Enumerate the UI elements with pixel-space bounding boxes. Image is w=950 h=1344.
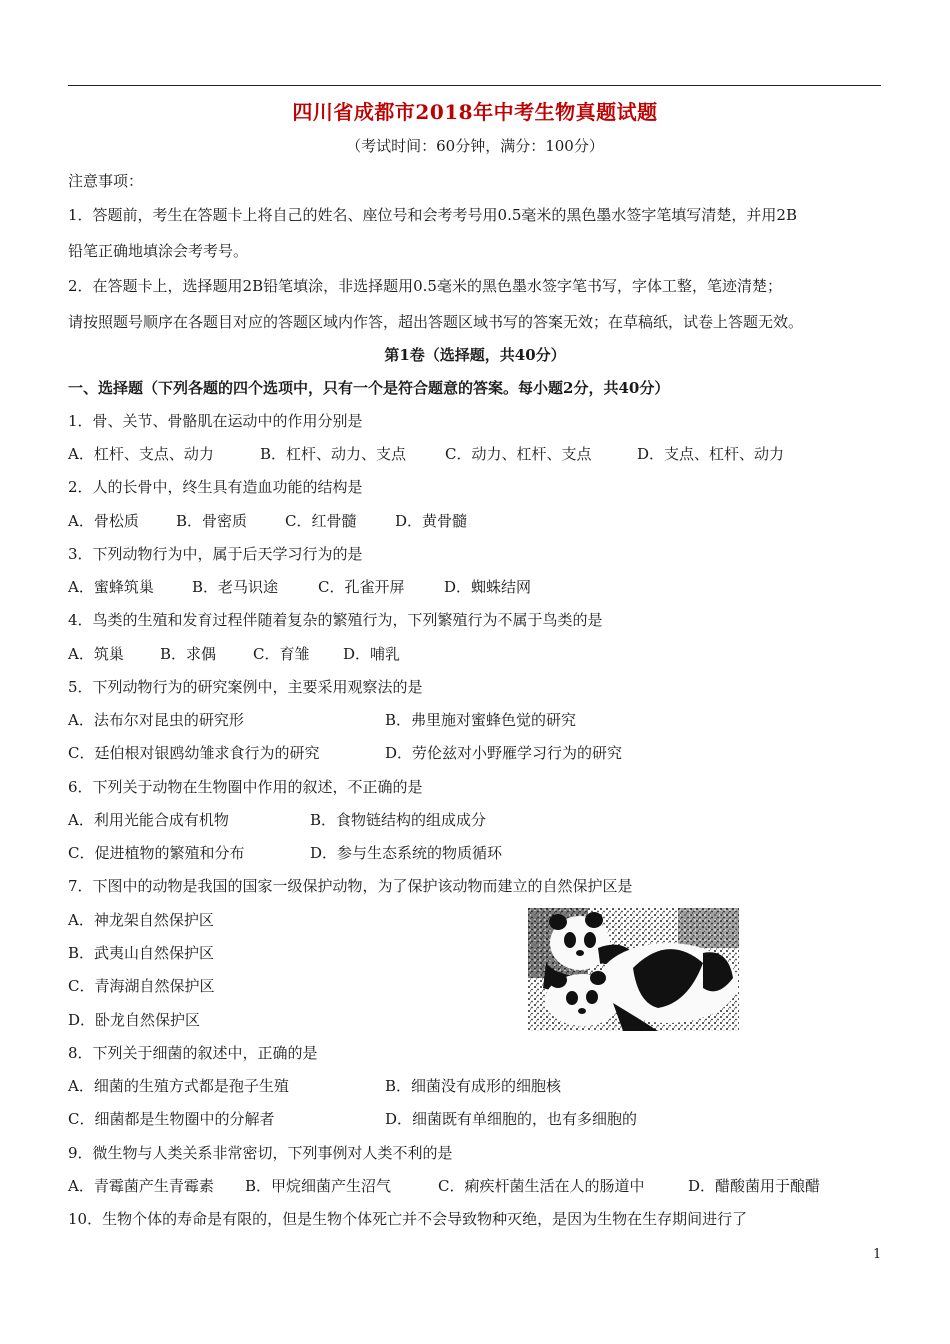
question-5-stem: 5．下列动物行为的研究案例中，主要采用观察法的是 bbox=[68, 678, 423, 696]
option-a: A．利用光能合成有机物 bbox=[68, 811, 229, 829]
question-3-options bbox=[68, 577, 531, 597]
question-2-stem: 2．人的长骨中，终生具有造血功能的结构是 bbox=[68, 478, 363, 496]
option-b: B．甲烷细菌产生沼气 bbox=[245, 1177, 392, 1195]
option-a: A．法布尔对昆虫的研究形 bbox=[68, 711, 244, 729]
exam-info: （考试时间：60分钟，满分：100分） bbox=[346, 137, 604, 155]
option-a: A．蜜蜂筑巢 bbox=[68, 578, 154, 596]
option-d: D．蜘蛛结网 bbox=[444, 578, 532, 596]
option-c: C．促进植物的繁殖和分布 bbox=[68, 844, 245, 862]
option-c: C．青海湖自然保护区 bbox=[68, 977, 215, 995]
question-6-options-row-2 bbox=[68, 843, 502, 863]
part-title: 一、选择题（下列各题的四个选项中，只有一个是符合题意的答案。每小题2分，共40分） bbox=[68, 379, 670, 397]
option-a: A．细菌的生殖方式都是孢子生殖 bbox=[68, 1077, 289, 1095]
option-d: D．参与生态系统的物质循环 bbox=[310, 844, 503, 862]
section-title: 第1卷（选择题，共40分） bbox=[384, 346, 566, 364]
header-rule bbox=[68, 85, 881, 86]
page-title: 四川省成都市2018年中考生物真题试题 bbox=[292, 100, 658, 124]
question-4-options bbox=[68, 644, 400, 664]
question-6-stem: 6．下列关于动物在生物圈中作用的叙述，不正确的是 bbox=[68, 778, 423, 796]
notice-item-2-cont: 请按照题号顺序在各题目对应的答题区域内作答，超出答题区域书写的答案无效；在草稿纸，试卷上答题无效。 bbox=[68, 313, 804, 331]
notice-item-1-cont: 铅笔正确地填涂会考考号。 bbox=[68, 242, 249, 260]
question-1-options bbox=[68, 444, 784, 464]
question-1-stem: 1．骨、关节、骨骼肌在运动中的作用分别是 bbox=[68, 412, 363, 430]
option-a: A．神龙架自然保护区 bbox=[68, 911, 214, 929]
option-c: C．红骨髓 bbox=[285, 512, 357, 530]
option-d: D．醋酸菌用于酿醋 bbox=[688, 1177, 821, 1195]
option-d: D．劳伦兹对小野雁学习行为的研究 bbox=[385, 744, 623, 762]
question-3-stem: 3．下列动物行为中，属于后天学习行为的是 bbox=[68, 545, 363, 563]
question-9-stem: 9．微生物与人类关系非常密切，下列事例对人类不利的是 bbox=[68, 1144, 453, 1162]
option-d: D．卧龙自然保护区 bbox=[68, 1011, 201, 1029]
option-d: D．哺乳 bbox=[343, 645, 401, 663]
question-8-options-row-2 bbox=[68, 1109, 637, 1129]
question-5-options-row-1 bbox=[68, 710, 576, 730]
option-d: D．黄骨髓 bbox=[395, 512, 468, 530]
option-b: B．细菌没有成形的细胞核 bbox=[385, 1077, 562, 1095]
option-b: B．杠杆、动力、支点 bbox=[260, 445, 407, 463]
option-b: B．武夷山自然保护区 bbox=[68, 944, 215, 962]
option-d: D．细菌既有单细胞的，也有多细胞的 bbox=[385, 1110, 638, 1128]
question-2-options bbox=[68, 511, 467, 531]
question-8-stem: 8．下列关于细菌的叙述中，正确的是 bbox=[68, 1044, 318, 1062]
notice-item-2: 2．在答题卡上，选择题用2B铅笔填涂，非选择题用0.5毫米的黑色墨水签字笔书写，字体工整，笔迹清楚； bbox=[68, 277, 782, 295]
option-a: A．青霉菌产生青霉素 bbox=[68, 1177, 214, 1195]
option-c: C．育雏 bbox=[253, 645, 310, 663]
question-10-stem: 10．生物个体的寿命是有限的，但是生物个体死亡并不会导致物种灭绝，是因为生物在生存期间进行了 bbox=[68, 1210, 748, 1228]
option-b: B．老马识途 bbox=[192, 578, 279, 596]
option-b: B．弗里施对蜜蜂色觉的研究 bbox=[385, 711, 577, 729]
option-a: A．筑巢 bbox=[68, 645, 124, 663]
question-4-stem: 4．鸟类的生殖和发育过程伴随着复杂的繁殖行为，下列繁殖行为不属于鸟类的是 bbox=[68, 611, 603, 629]
notice-item-1: 1．答题前，考生在答题卡上将自己的姓名、座位号和会考考号用0.5毫米的黑色墨水签字笔填写清楚，并用2B bbox=[68, 206, 797, 224]
option-c: C．孔雀开屏 bbox=[318, 578, 405, 596]
option-d: D．支点、杠杆、动力 bbox=[637, 445, 785, 463]
question-6-options-row-1 bbox=[68, 810, 486, 830]
page-number: 1 bbox=[873, 1247, 882, 1262]
question-8-options-row-1 bbox=[68, 1076, 561, 1096]
option-b: B．骨密质 bbox=[176, 512, 248, 530]
question-9-options bbox=[68, 1176, 820, 1196]
option-b: B．求偶 bbox=[160, 645, 217, 663]
question-5-options-row-2 bbox=[68, 743, 622, 763]
option-a: A．杠杆、支点、动力 bbox=[68, 445, 214, 463]
panda-photo bbox=[528, 908, 739, 1031]
option-c: C．动力、杠杆、支点 bbox=[445, 445, 592, 463]
option-c: C．痢疾杆菌生活在人的肠道中 bbox=[438, 1177, 645, 1195]
notice-heading: 注意事项： bbox=[68, 172, 144, 190]
question-7-stem: 7．下图中的动物是我国的国家一级保护动物，为了保护该动物而建立的自然保护区是 bbox=[68, 877, 633, 895]
option-b: B．食物链结构的组成成分 bbox=[310, 811, 487, 829]
option-a: A．骨松质 bbox=[68, 512, 139, 530]
option-c: C．廷伯根对银鸥幼雏求食行为的研究 bbox=[68, 744, 320, 762]
option-c: C．细菌都是生物圈中的分解者 bbox=[68, 1110, 275, 1128]
